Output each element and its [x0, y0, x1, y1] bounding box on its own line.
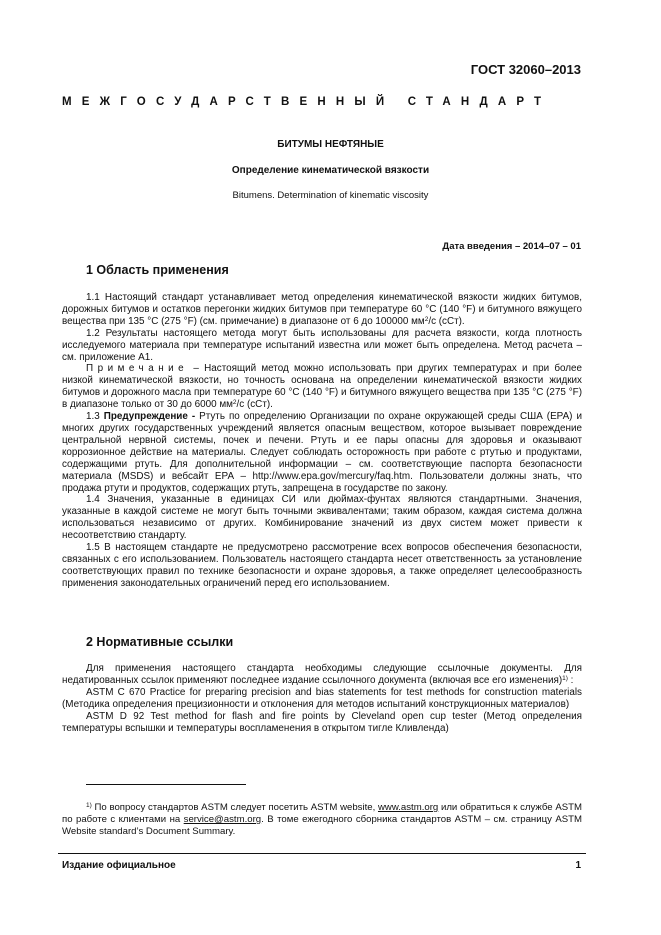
footnote-ref: 1): [562, 674, 568, 682]
paragraph-1-1: 1.1 Настоящий стандарт устанавливает метод определения кинематической вязкости жидких битумов, дорожных битумов и остатков перегонки жидких битумов при температуре 60 °С (140 °F) и битумного вяжущего вещества при 135 °С (275 °F) (см. примечание) в диапазоне от 6 до 100000 $мм^2/с$ (сСт).: [62, 292, 582, 327]
note: Примечание – Настоящий метод можно использовать при других температурах и при более низкой кинематической вязкости, но точность основана на определении кинематической вязкости жидких битумов и дорожного масла при температуре 60 °С (140 °F) и битумного вяжущего вещества при 135 °С (275 °F) в диапазоне только от 30 до 6000 $мм^2/с$ (сСт).: [62, 363, 582, 411]
document-subtitle: Определение кинематической вязкости: [231, 165, 430, 176]
note-label: Примечание: [86, 363, 189, 375]
english-title: Bitumens. Determination of kinematic viscosity: [232, 190, 429, 201]
references-intro: Для применения настоящего стандарта необходимы следующие ссылочные документы. Для недатированных ссылок применяют последнее издание ссылочного документа (включая все его изменения)$^{1)}$ :: [62, 663, 582, 686]
footnote-divider: [86, 784, 246, 785]
paragraph-1-4: 1.4 Значения, указанные в единицах СИ или дюймах-фунтах являются стандартными. Значения, указанные в каждой системе не могут быть точными эквивалентами; таким образом, каждая система должна использоваться независимо от других. Комбинирование значений из двух систем может привести к несоответствию стандарту.: [62, 494, 582, 542]
reference-astm-d92: ASTM D 92 Test method for flash and fire points by Cleveland open cup tester (Метод определения температуры вспышки и температуры воспламенения в открытом тигле Кливленда): [62, 710, 582, 734]
astm-email-link[interactable]: service@astm.org: [183, 814, 262, 825]
warning-label: Предупреждение -: [103, 411, 196, 423]
introduction-date: Дата введения – 2014–07 – 01: [442, 241, 581, 252]
page-number: 1: [575, 860, 581, 871]
paragraph-1-3-warning: 1.3 Предупреждение - Ртуть по определению Организации по охране окружающей среды США (ЕРА) и многих других государственных учреждений является опасным веществом, которое вызывает повреждение центральной нервной системы, почек и печени. Ртуть и ее пары опасны для здоровья и оказывают коррозионное действие на материалы. Следует соблюдать осторожность при работе с ртутью и продуктами, содержащими ртуть. Для дополнительной информации – см. соответствующие паспорта безопасности материала (MSDS) и вебсайт ЕРА – http://www.epa.gov/mercury/faq.htm. Пользователи должны знать, что продажа ртути и продуктов, содержащих ртуть, запрещена в государстве по закону.: [62, 411, 582, 494]
astm-website-link[interactable]: www.astm.org: [378, 802, 439, 813]
section-2-body: [62, 663, 582, 734]
official-edition-label: Издание официальное: [62, 860, 176, 871]
document-title: БИТУМЫ НЕФТЯНЫЕ: [277, 139, 384, 150]
paragraph-1-5: 1.5 В настоящем стандарте не предусмотрено рассмотрение всех вопросов обеспечения безопасности, связанных с его использованием. Пользователь настоящего стандарта несет ответственность за установление соответствующих правил по технике безопасности и охране здоровья, а также определяет целесообразность применения законодательных ограничений перед его использованием.: [62, 542, 582, 589]
section-1-body: [62, 292, 582, 590]
footer-divider: [58, 853, 586, 854]
standard-code: ГОСТ 32060–2013: [470, 62, 581, 77]
footnote-marker: 1): [86, 802, 92, 809]
footnote: $^{1)}$ По вопросу стандартов ASTM следует посетить ASTM website, www.astm.org или обратиться к службе ASTM по работе с клиентами на service@astm.org. В томе ежегодного сборника стандартов ASTM – см. страницу ASTM Website standard’s Document Summary.: [62, 802, 583, 837]
paragraph-1-2: 1.2 Результаты настоящего метода могут быть использованы для расчета вязкости, когда плотность исследуемого материала при температуре испытаний известна или может быть определена. Метод расчета – см. приложение А1.: [62, 327, 582, 363]
interstate-standard-heading: МЕЖГОСУДАРСТВЕННЫЙ СТАНДАРТ: [62, 96, 552, 108]
section-1-heading: 1 Область применения: [86, 263, 229, 277]
reference-astm-c670: ASTM С 670 Practice for preparing precision and bias statements for test methods for construction materials (Методика определения прецизионности и отклонения для методов испытаний конструкционных материалов): [62, 686, 582, 710]
section-2-heading: 2 Нормативные ссылки: [86, 635, 234, 649]
